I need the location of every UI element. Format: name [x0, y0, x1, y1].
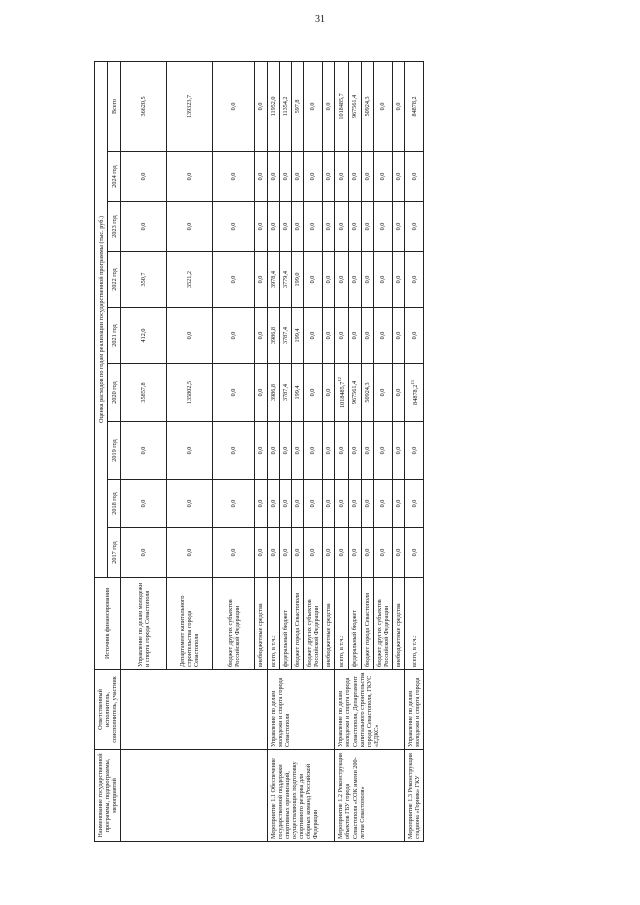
value-cell: 0,0: [279, 480, 291, 528]
value-cell: 0,0: [291, 422, 303, 480]
value-cell-with-footnote: [335, 364, 349, 422]
value-cell: 0,0: [255, 528, 267, 578]
value-cell: 0,0: [405, 422, 424, 480]
value-cell: 3787,4: [279, 364, 291, 422]
source-cell: федеральный бюджет: [349, 578, 361, 670]
value-cell: 0,0: [392, 480, 404, 528]
table-row: [121, 61, 167, 841]
value-cell: 0,0: [167, 202, 213, 252]
value-cell: 0,0: [373, 152, 392, 202]
source-cell: бюджет других субъектов Российской Федерации: [303, 578, 322, 670]
value-cell: 0,0: [335, 480, 349, 528]
value-cell: 0,0: [335, 422, 349, 480]
value-cell: 0,0: [255, 480, 267, 528]
col-estimate-header: Оценка расходов по годам реализации государственной программы (тыс. руб.): [95, 61, 108, 577]
measure-1-2-name: Мероприятие 1.2 Реконструкция объектов ГБУ города Севастополя «СОК имени 200-летия Севастополя»: [335, 750, 405, 842]
value-cell: 199,0: [291, 252, 303, 308]
value-cell: 0,0: [121, 422, 167, 480]
budget-table: [94, 61, 424, 842]
value-cell: 0,0: [121, 528, 167, 578]
value-cell: 0,0: [279, 202, 291, 252]
value-cell: 0,0: [167, 422, 213, 480]
value-cell: 0,0: [255, 308, 267, 364]
value-cell: 0,0: [167, 308, 213, 364]
value-cell: 0,0: [303, 152, 322, 202]
value-cell: 0,0: [213, 152, 255, 202]
value-cell: 0,0: [349, 308, 361, 364]
total-cell: 0,0: [255, 61, 267, 151]
value-cell: 0,0: [303, 252, 322, 308]
value-cell: 0,0: [361, 152, 373, 202]
total-cell: 11952,0: [267, 61, 279, 151]
value-cell: 0,0: [291, 202, 303, 252]
year-header: 2021 год: [108, 308, 121, 364]
value-cell: 0,0: [405, 528, 424, 578]
value-cell: 0,0: [335, 202, 349, 252]
value-cell: 0,0: [121, 480, 167, 528]
value-cell: 0,0: [373, 308, 392, 364]
year-header: 2018 год: [108, 480, 121, 528]
year-header: 2022 год: [108, 252, 121, 308]
continuation-resp-cell: [121, 670, 267, 750]
value-text: 1018485,7: [339, 381, 347, 408]
table-row: [335, 61, 349, 841]
value-cell: 3779,4: [279, 252, 291, 308]
footnote-mark: 12: [337, 377, 343, 382]
total-cell: 1018485,7: [335, 61, 349, 151]
value-cell: 0,0: [279, 528, 291, 578]
value-cell: 199,4: [291, 308, 303, 364]
measure-1-2-responsible: Управление по делам молодежи и спорта города Севастополя, Департамент капитального строительства города Севастополя, ГКУС «ЕДКС»: [335, 670, 405, 750]
value-cell-with-footnote: [405, 364, 424, 422]
value-cell: 0,0: [323, 152, 335, 202]
col-responsible-header: Ответственный исполнитель, соисполнитель, участник: [95, 670, 121, 750]
measure-1-1-responsible: Управление по делам молодежи и спорта города Севастополя: [267, 670, 335, 750]
value-cell: 3521,2: [167, 252, 213, 308]
year-header: 2020 год: [108, 364, 121, 422]
source-cell: всего, в т.ч.:: [335, 578, 349, 670]
value-cell: 0,0: [405, 152, 424, 202]
value-cell: 3978,4: [267, 252, 279, 308]
value-cell: 0,0: [335, 152, 349, 202]
value-cell: 0,0: [361, 252, 373, 308]
value-cell: 0,0: [255, 252, 267, 308]
value-cell: 0,0: [361, 202, 373, 252]
source-cell: бюджет города Севастополя: [291, 578, 303, 670]
value-cell: 967561,4: [349, 364, 361, 422]
value-cell: 0,0: [361, 480, 373, 528]
source-cell: Управление по делам молодежи и спорта города Севастополя: [121, 578, 167, 670]
value-cell: 0,0: [213, 528, 255, 578]
value-cell: 0,0: [373, 480, 392, 528]
measure-1-3-name: Мероприятие 1.3 Реконструкция стадиона «Горняк» ГКУ: [405, 750, 424, 842]
value-cell: 0,0: [267, 202, 279, 252]
value-cell: 0,0: [167, 528, 213, 578]
total-cell: 0,0: [323, 61, 335, 151]
value-cell: 0,0: [392, 422, 404, 480]
value-cell: 0,0: [373, 202, 392, 252]
value-cell: 0,0: [392, 528, 404, 578]
value-cell: 0,0: [392, 202, 404, 252]
value-cell: 0,0: [303, 202, 322, 252]
value-cell: 0,0: [323, 480, 335, 528]
value-cell: 0,0: [323, 422, 335, 480]
value-cell: 0,0: [121, 202, 167, 252]
value-cell: 0,0: [279, 152, 291, 202]
value-cell: 0,0: [303, 364, 322, 422]
value-cell: 3787,4: [279, 308, 291, 364]
value-cell: 0,0: [267, 152, 279, 202]
source-cell: бюджет других субъектов Российской Федерации: [213, 578, 255, 670]
source-cell: Департамент капитального строительства города Севастополя: [167, 578, 213, 670]
value-cell: 0,0: [335, 308, 349, 364]
total-cell: 0,0: [303, 61, 322, 151]
value-cell: 0,0: [373, 252, 392, 308]
value-cell: 0,0: [373, 528, 392, 578]
value-cell: 0,0: [349, 422, 361, 480]
value-cell: 0,0: [392, 308, 404, 364]
source-cell: бюджет других субъектов Российской Федерации: [373, 578, 392, 670]
value-cell: 0,0: [405, 202, 424, 252]
value-cell: 0,0: [373, 422, 392, 480]
total-cell: 0,0: [392, 61, 404, 151]
measure-1-1-name: Мероприятие 1.1 Обеспечение государственной поддержки спортивных организаций, осуществляющих подготовку спортивного резерва для сборных команд Российской Федерации: [267, 750, 335, 842]
total-cell: 0,0: [213, 61, 255, 151]
page-number: 31: [315, 14, 325, 25]
value-cell: 0,0: [213, 308, 255, 364]
value-cell: 0,0: [349, 480, 361, 528]
value-cell: 199,4: [291, 364, 303, 422]
value-cell: 0,0: [213, 364, 255, 422]
source-cell: внебюджетные средства: [323, 578, 335, 670]
value-cell: 0,0: [405, 252, 424, 308]
value-cell: 0,0: [167, 152, 213, 202]
value-cell: 0,0: [323, 308, 335, 364]
source-cell: всего, в т.ч.:: [405, 578, 424, 670]
value-text: 84878,2: [411, 384, 419, 405]
value-cell: 0,0: [167, 480, 213, 528]
value-cell: 0,0: [121, 152, 167, 202]
value-cell: 0,0: [213, 202, 255, 252]
total-cell: 597,8: [291, 61, 303, 151]
value-cell: 35857,8: [121, 364, 167, 422]
continuation-name-cell: [121, 750, 267, 842]
value-cell: 0,0: [213, 252, 255, 308]
value-cell: 0,0: [323, 202, 335, 252]
value-cell: 0,0: [213, 422, 255, 480]
measure-1-3-responsible: Управление по делам молодежи и спорта города: [405, 670, 424, 750]
value-cell: 0,0: [392, 152, 404, 202]
value-cell: 0,0: [267, 422, 279, 480]
value-cell: 0,0: [303, 308, 322, 364]
value-cell: 0,0: [323, 252, 335, 308]
year-header: 2017 год: [108, 528, 121, 578]
value-cell: 0,0: [255, 152, 267, 202]
value-cell: 0,0: [361, 422, 373, 480]
footnote-mark: 13: [409, 380, 415, 385]
value-cell: 0,0: [303, 422, 322, 480]
source-cell: всего, в т.ч.:: [267, 578, 279, 670]
value-cell: 0,0: [303, 528, 322, 578]
value-cell: 412,0: [121, 308, 167, 364]
year-header: 2023 год: [108, 202, 121, 252]
value-cell: 50924,3: [361, 364, 373, 422]
value-cell: 0,0: [349, 202, 361, 252]
total-cell: 967561,4: [349, 61, 361, 151]
value-cell: 0,0: [361, 528, 373, 578]
total-cell: 84878,2: [405, 61, 424, 151]
value-cell: 0,0: [405, 308, 424, 364]
value-cell: 0,0: [267, 480, 279, 528]
value-cell: 0,0: [323, 364, 335, 422]
total-cell: 36620,5: [121, 61, 167, 151]
value-cell: 0,0: [279, 422, 291, 480]
value-cell: 0,0: [392, 252, 404, 308]
value-cell: 0,0: [267, 528, 279, 578]
total-cell: 11354,2: [279, 61, 291, 151]
value-cell: 0,0: [291, 152, 303, 202]
col-name-header: Наименование государственной программы, подпрограммы, мероприятий: [95, 750, 121, 842]
value-cell: 0,0: [335, 528, 349, 578]
value-cell: 3986,8: [267, 308, 279, 364]
col-source-header: Источник финансирования: [95, 578, 121, 670]
value-cell: 0,0: [349, 252, 361, 308]
total-cell: 50924,3: [361, 61, 373, 151]
value-cell: 350,7: [121, 252, 167, 308]
value-cell: 135802,5: [167, 364, 213, 422]
table-row: [267, 61, 279, 841]
source-cell: внебюджетные средства: [255, 578, 267, 670]
value-cell: 0,0: [255, 364, 267, 422]
value-cell: 0,0: [361, 308, 373, 364]
value-cell: 0,0: [392, 364, 404, 422]
value-cell: 0,0: [291, 480, 303, 528]
value-cell: 3986,8: [267, 364, 279, 422]
value-cell: 0,0: [291, 528, 303, 578]
value-cell: 0,0: [405, 480, 424, 528]
table-row: [405, 61, 424, 841]
year-header: 2024 год: [108, 152, 121, 202]
value-cell: 0,0: [373, 364, 392, 422]
value-cell: 0,0: [255, 422, 267, 480]
source-cell: внебюджетные средства: [392, 578, 404, 670]
value-cell: 0,0: [349, 528, 361, 578]
value-cell: 0,0: [303, 480, 322, 528]
total-header: Всего: [108, 61, 121, 151]
value-cell: 0,0: [335, 252, 349, 308]
year-header: 2019 год: [108, 422, 121, 480]
value-cell: 0,0: [349, 152, 361, 202]
total-cell: 139323,7: [167, 61, 213, 151]
source-cell: федеральный бюджет: [279, 578, 291, 670]
source-cell: бюджет города Севастополя: [361, 578, 373, 670]
value-cell: 0,0: [213, 480, 255, 528]
total-cell: 0,0: [373, 61, 392, 151]
value-cell: 0,0: [255, 202, 267, 252]
value-cell: 0,0: [323, 528, 335, 578]
rotated-table-container: [94, 62, 584, 842]
header-row-1: [95, 61, 108, 841]
